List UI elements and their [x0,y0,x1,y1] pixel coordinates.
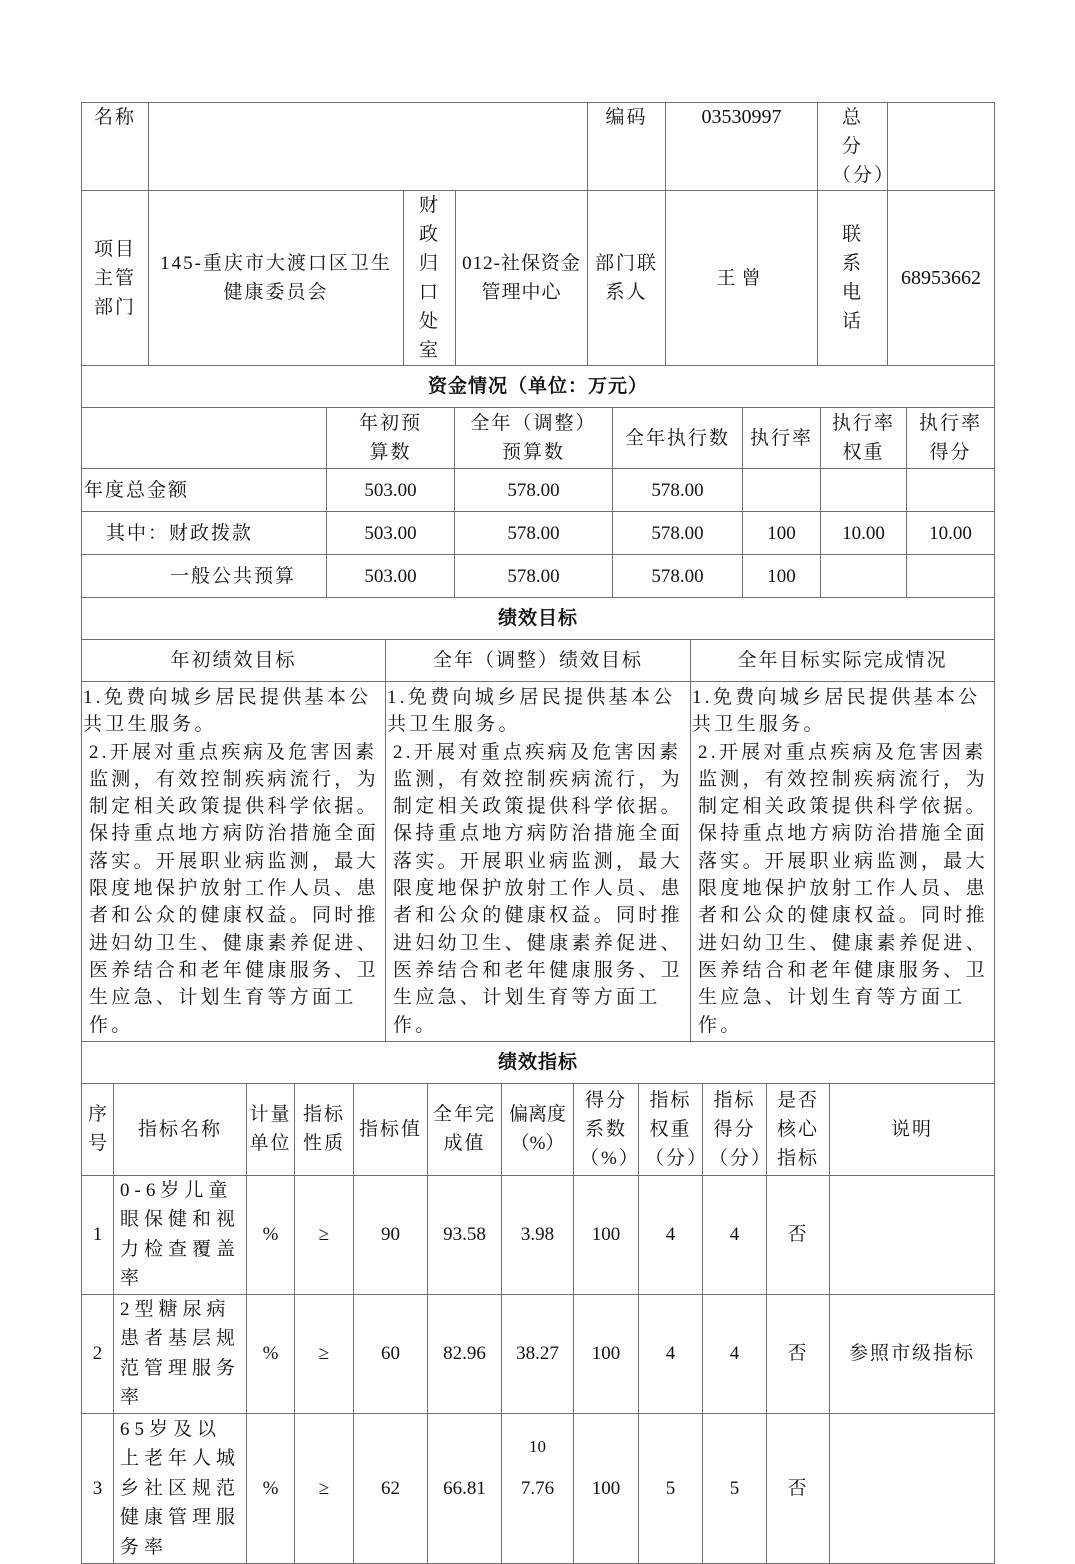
ind-col-unit: 计量单位 [247,1083,295,1175]
funds-col-initial: 年初预算数 [327,408,455,469]
code-label: 编码 [588,103,666,191]
ind-no: 2 [82,1294,114,1413]
ind-score: 4 [703,1175,767,1294]
funds-weight [821,555,907,598]
contact-value: 王曾 [666,191,818,366]
ind-nature: ≥ [295,1294,354,1413]
goals-col-actual: 全年目标实际完成情况 [691,640,995,682]
ind-coef: 100 [574,1294,639,1413]
funds-score [907,469,995,512]
funds-rate: 100 [743,555,821,598]
funds-initial: 503.00 [327,512,455,555]
goal-paragraph: 1.免费向城乡居民提供基本公共卫生服务。 [692,687,981,736]
ind-target: 62 [354,1413,428,1563]
funds-weight [821,469,907,512]
funds-executed: 578.00 [613,512,743,555]
ind-weight: 5 [639,1413,703,1563]
funds-rate [743,469,821,512]
goals-col-initial: 年初绩效目标 [82,640,386,682]
funds-col-rate: 执行率 [743,408,821,469]
ind-deviation: 7.76 [502,1413,574,1563]
total-score-value [888,103,995,191]
goal-paragraph: 2.开展对重点疾病及危害因素监测，有效控制疾病流行，为制定相关政策提供科学依据。保持重点地方病防治措施全面落实。开展职业病监测，最大限度地保护放射工作人员、患者和公众的健康权益。同时推进妇幼卫生、健康素养促进、医养结合和老年健康服务、卫生应急、计划生育等方面工作。 [393,741,683,1036]
indicator-row [82,1175,995,1294]
ind-core: 否 [767,1294,830,1413]
goals-col-adjusted: 全年（调整）绩效目标 [386,640,691,682]
funds-row [82,555,995,598]
funds-score: 10.00 [907,512,995,555]
funds-col-weight: 执行率权重 [821,408,907,469]
funds-initial: 503.00 [327,469,455,512]
funds-executed: 578.00 [613,469,743,512]
ind-nature: ≥ [295,1413,354,1563]
page-number: 10 [529,1437,546,1456]
ind-unit: % [247,1175,295,1294]
funds-row [82,512,995,555]
ind-coef: 100 [574,1175,639,1294]
ind-target: 90 [354,1175,428,1294]
goal-paragraph: 2.开展对重点疾病及危害因素监测，有效控制疾病流行，为制定相关政策提供科学依据。保持重点地方病防治措施全面落实。开展职业病监测，最大限度地保护放射工作人员、患者和公众的健康权益。同时推进妇幼卫生、健康素养促进、医养结合和老年健康服务、卫生应急、计划生育等方面工作。 [698,741,988,1036]
ind-name: 0-6岁儿童眼保健和视力检查覆盖率 [114,1175,247,1294]
goals-table [81,597,995,1042]
funds-col-adjusted: 全年（调整）预算数 [455,408,613,469]
dept-value: 145-重庆市大渡口区卫生健康委员会 [149,191,404,366]
ind-col-note: 说明 [830,1083,995,1175]
ind-name: 65岁及以上老年人城乡社区规范健康管理服务率 [114,1413,247,1563]
funds-col-blank [82,408,327,469]
funds-score [907,555,995,598]
ind-col-target: 指标值 [354,1083,428,1175]
goal-paragraph: 2.开展对重点疾病及危害因素监测，有效控制疾病流行，为制定相关政策提供科学依据。保持重点地方病防治措施全面落实。开展职业病监测，最大限度地保护放射工作人员、患者和公众的健康权益。同时推进妇幼卫生、健康素养促进、医养结合和老年健康服务、卫生应急、计划生育等方面工作。 [89,741,379,1036]
funds-col-executed: 全年执行数 [613,408,743,469]
goal-adjusted [386,682,691,1042]
ind-name: 2型糖尿病患者基层规范管理服务率 [114,1294,247,1413]
goal-actual [691,682,995,1042]
ind-note: 参照市级指标 [830,1294,995,1413]
ind-col-actual: 全年完成值 [428,1083,502,1175]
funds-adjusted: 578.00 [455,555,613,598]
ind-col-coef: 得分系数（%） [574,1083,639,1175]
indicator-row [82,1294,995,1413]
ind-score: 5 [703,1413,767,1563]
ind-note [830,1413,995,1563]
name-label: 名称 [82,103,149,191]
ind-core: 否 [767,1413,830,1563]
ind-no: 1 [82,1175,114,1294]
funds-weight: 10.00 [821,512,907,555]
ind-col-core: 是否核心指标 [767,1083,830,1175]
funds-initial: 503.00 [327,555,455,598]
finance-office-value: 012-社保资金管理中心 [456,191,588,366]
ind-core: 否 [767,1175,830,1294]
funds-row [82,469,995,512]
goal-paragraph: 1.免费向城乡居民提供基本公共卫生服务。 [387,687,676,736]
indicators-table [81,1041,995,1564]
funds-table [81,365,995,598]
ind-weight: 4 [639,1175,703,1294]
funds-col-score: 执行率得分 [907,408,995,469]
ind-col-score: 指标得分（分） [703,1083,767,1175]
funds-row-label: 年度总金额 [82,469,327,512]
project-info-table [81,102,995,366]
ind-col-nature: 指标性质 [295,1083,354,1175]
finance-office-label: 财政归口处室 [404,191,456,366]
ind-no: 3 [82,1413,114,1563]
ind-coef: 100 [574,1413,639,1563]
ind-target: 60 [354,1294,428,1413]
phone-value: 68953662 [888,191,995,366]
ind-unit: % [247,1294,295,1413]
goal-paragraph: 1.免费向城乡居民提供基本公共卫生服务。 [83,687,372,736]
ind-note [830,1175,995,1294]
funds-adjusted: 578.00 [455,512,613,555]
funds-adjusted: 578.00 [455,469,613,512]
total-score-label: 总分（分） [818,103,888,191]
funds-rate: 100 [743,512,821,555]
ind-score: 4 [703,1294,767,1413]
ind-actual: 66.81 [428,1413,502,1563]
ind-actual: 93.58 [428,1175,502,1294]
funds-row-label: 一般公共预算 [82,555,327,598]
ind-actual: 82.96 [428,1294,502,1413]
ind-col-weight: 指标权重（分） [639,1083,703,1175]
ind-deviation: 3.98 [502,1175,574,1294]
ind-weight: 4 [639,1294,703,1413]
ind-nature: ≥ [295,1175,354,1294]
ind-deviation: 38.27 [502,1294,574,1413]
contact-label: 部门联系人 [588,191,666,366]
funds-section-title: 资金情况（单位：万元） [82,366,995,408]
indicator-row [82,1413,995,1563]
dept-label: 项目主管部门 [82,191,149,366]
ind-unit: % [247,1413,295,1563]
name-value [149,103,588,191]
ind-col-deviation: 偏离度（%） [502,1083,574,1175]
goals-section-title: 绩效目标 [82,598,995,640]
funds-row-label: 其中：财政拨款 [82,512,327,555]
funds-executed: 578.00 [613,555,743,598]
ind-col-name: 指标名称 [114,1083,247,1175]
code-value: 03530997 [666,103,818,191]
performance-evaluation-form [81,102,994,1564]
indicators-section-title: 绩效指标 [82,1041,995,1083]
goal-initial [82,682,386,1042]
ind-col-no: 序号 [82,1083,114,1175]
phone-label: 联系电话 [818,191,888,366]
